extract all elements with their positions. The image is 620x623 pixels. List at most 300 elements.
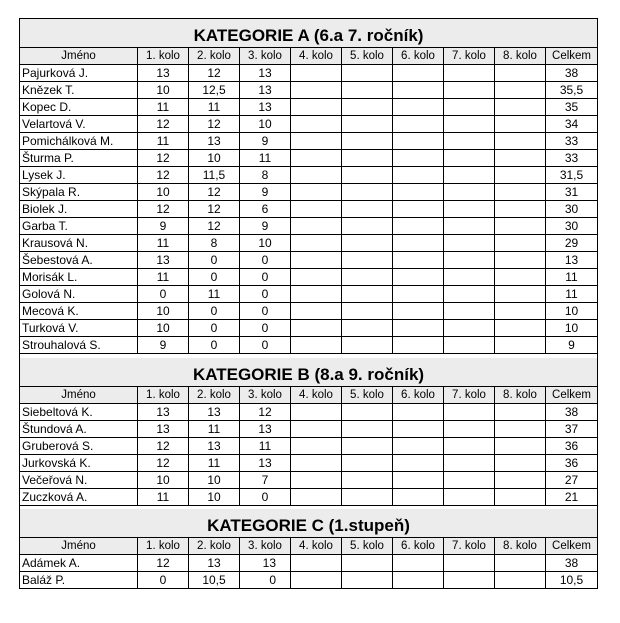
round-7-score: [444, 420, 495, 437]
table-row: [20, 65, 598, 82]
round-6-score: [393, 437, 444, 454]
round-1-score: 0: [138, 572, 189, 589]
round-7-score: [444, 150, 495, 167]
round-3-score: 9: [240, 184, 291, 201]
round-3-score: 0: [240, 488, 291, 505]
round-4-score: [291, 252, 342, 269]
round-3-score: 10: [240, 235, 291, 252]
round-3-score: 12: [240, 403, 291, 420]
round-6-score: [393, 82, 444, 99]
total-score: 35,5: [546, 82, 598, 99]
round-1-score: 10: [138, 471, 189, 488]
round-2-score: 12,5: [189, 82, 240, 99]
round-5-score: [342, 572, 393, 589]
round-7-score: [444, 235, 495, 252]
column-header: Jméno: [20, 386, 138, 403]
round-1-score: 12: [138, 437, 189, 454]
round-8-score: [495, 420, 546, 437]
table-row: [20, 420, 598, 437]
round-5-score: [342, 99, 393, 116]
student-name: Šturma P.: [20, 150, 138, 167]
student-name: Krausová N.: [20, 235, 138, 252]
round-7-score: [444, 218, 495, 235]
table-row: [20, 286, 598, 303]
column-header: 1. kolo: [138, 386, 189, 403]
total-score: 9: [546, 337, 598, 354]
round-8-score: [495, 403, 546, 420]
round-6-score: [393, 116, 444, 133]
round-6-score: [393, 65, 444, 82]
total-score: 10: [546, 320, 598, 337]
round-2-score: 10: [189, 150, 240, 167]
round-2-score: 0: [189, 269, 240, 286]
round-8-score: [495, 320, 546, 337]
round-4-score: [291, 437, 342, 454]
round-1-score: 11: [138, 488, 189, 505]
table-row: [20, 252, 598, 269]
round-4-score: [291, 337, 342, 354]
total-score: 11: [546, 286, 598, 303]
round-3-score: 13: [240, 555, 291, 572]
round-7-score: [444, 252, 495, 269]
round-3-score: 13: [240, 65, 291, 82]
round-1-score: 9: [138, 337, 189, 354]
category-title-row: [20, 19, 598, 48]
student-name: Šebestová A.: [20, 252, 138, 269]
student-name: Morisák L.: [20, 269, 138, 286]
column-header: 4. kolo: [291, 48, 342, 65]
round-7-score: [444, 65, 495, 82]
round-2-score: 10,5: [189, 572, 240, 589]
column-header: 3. kolo: [240, 538, 291, 555]
round-2-score: 0: [189, 303, 240, 320]
round-6-score: [393, 420, 444, 437]
round-1-score: 12: [138, 150, 189, 167]
round-7-score: [444, 269, 495, 286]
column-header: Jméno: [20, 48, 138, 65]
total-score: 34: [546, 116, 598, 133]
round-6-score: [393, 471, 444, 488]
round-5-score: [342, 133, 393, 150]
round-4-score: [291, 99, 342, 116]
round-3-score: 11: [240, 150, 291, 167]
round-6-score: [393, 150, 444, 167]
round-1-score: 13: [138, 252, 189, 269]
student-name: Večeřová N.: [20, 471, 138, 488]
total-score: 27: [546, 471, 598, 488]
table-row: [20, 303, 598, 320]
round-5-score: [342, 320, 393, 337]
round-6-score: [393, 201, 444, 218]
column-header: 4. kolo: [291, 538, 342, 555]
student-name: Lysek J.: [20, 167, 138, 184]
round-7-score: [444, 133, 495, 150]
round-8-score: [495, 555, 546, 572]
table-row: [20, 99, 598, 116]
table-row: [20, 150, 598, 167]
round-4-score: [291, 403, 342, 420]
round-7-score: [444, 286, 495, 303]
round-2-score: 11: [189, 454, 240, 471]
round-4-score: [291, 488, 342, 505]
round-7-score: [444, 320, 495, 337]
round-3-score: 0: [240, 269, 291, 286]
round-6-score: [393, 454, 444, 471]
round-8-score: [495, 116, 546, 133]
column-header: 7. kolo: [444, 538, 495, 555]
student-name: Biolek J.: [20, 201, 138, 218]
round-1-score: 13: [138, 420, 189, 437]
column-header: 1. kolo: [138, 538, 189, 555]
round-3-score: 0: [240, 303, 291, 320]
round-3-score: 13: [240, 454, 291, 471]
column-header: 8. kolo: [495, 538, 546, 555]
round-3-score: 7: [240, 471, 291, 488]
total-score: 30: [546, 201, 598, 218]
total-score: 21: [546, 488, 598, 505]
table-row: [20, 133, 598, 150]
round-8-score: [495, 269, 546, 286]
round-6-score: [393, 252, 444, 269]
student-name: Garba T.: [20, 218, 138, 235]
round-2-score: 11: [189, 286, 240, 303]
round-6-score: [393, 572, 444, 589]
round-7-score: [444, 454, 495, 471]
round-5-score: [342, 555, 393, 572]
table-row: [20, 116, 598, 133]
table-row: [20, 437, 598, 454]
round-6-score: [393, 320, 444, 337]
column-header: 3. kolo: [240, 48, 291, 65]
column-header: 7. kolo: [444, 386, 495, 403]
round-1-score: 12: [138, 167, 189, 184]
total-score: 37: [546, 420, 598, 437]
round-7-score: [444, 116, 495, 133]
round-6-score: [393, 167, 444, 184]
header-row: [20, 386, 598, 403]
round-2-score: 10: [189, 471, 240, 488]
total-score: 31,5: [546, 167, 598, 184]
round-8-score: [495, 184, 546, 201]
round-8-score: [495, 454, 546, 471]
total-score: 33: [546, 150, 598, 167]
round-4-score: [291, 184, 342, 201]
column-header: 3. kolo: [240, 386, 291, 403]
round-4-score: [291, 201, 342, 218]
round-7-score: [444, 555, 495, 572]
round-3-score: 8: [240, 167, 291, 184]
total-score: 33: [546, 133, 598, 150]
round-2-score: 12: [189, 116, 240, 133]
round-4-score: [291, 150, 342, 167]
round-5-score: [342, 116, 393, 133]
round-6-score: [393, 269, 444, 286]
round-1-score: 12: [138, 555, 189, 572]
student-name: Strouhalová S.: [20, 337, 138, 354]
student-name: Siebeltová K.: [20, 403, 138, 420]
student-name: Turková V.: [20, 320, 138, 337]
header-row: [20, 48, 598, 65]
round-8-score: [495, 150, 546, 167]
round-5-score: [342, 488, 393, 505]
student-name: Golová N.: [20, 286, 138, 303]
round-5-score: [342, 437, 393, 454]
round-3-score: 0: [240, 320, 291, 337]
column-header: 6. kolo: [393, 538, 444, 555]
round-6-score: [393, 235, 444, 252]
results-table: [19, 18, 598, 589]
round-4-score: [291, 167, 342, 184]
round-3-score: 9: [240, 133, 291, 150]
round-7-score: [444, 572, 495, 589]
round-3-score: 0: [240, 337, 291, 354]
round-2-score: 13: [189, 403, 240, 420]
round-3-score: 13: [240, 99, 291, 116]
round-7-score: [444, 471, 495, 488]
student-name: Adámek A.: [20, 555, 138, 572]
round-3-score: 9: [240, 218, 291, 235]
round-8-score: [495, 303, 546, 320]
round-5-score: [342, 218, 393, 235]
round-3-score: 10: [240, 116, 291, 133]
student-name: Pomichálková M.: [20, 133, 138, 150]
round-3-score: 11: [240, 437, 291, 454]
round-1-score: 11: [138, 133, 189, 150]
round-2-score: 12: [189, 201, 240, 218]
category-title-row: [20, 358, 598, 387]
table-row: [20, 320, 598, 337]
round-8-score: [495, 337, 546, 354]
round-7-score: [444, 184, 495, 201]
round-2-score: 11: [189, 420, 240, 437]
round-7-score: [444, 337, 495, 354]
round-8-score: [495, 82, 546, 99]
student-name: Jurkovská K.: [20, 454, 138, 471]
column-header: 2. kolo: [189, 386, 240, 403]
round-7-score: [444, 167, 495, 184]
round-1-score: 12: [138, 116, 189, 133]
round-5-score: [342, 65, 393, 82]
student-name: Velartová V.: [20, 116, 138, 133]
round-2-score: 0: [189, 252, 240, 269]
round-8-score: [495, 201, 546, 218]
round-4-score: [291, 65, 342, 82]
round-5-score: [342, 235, 393, 252]
round-1-score: 11: [138, 99, 189, 116]
column-header: 7. kolo: [444, 48, 495, 65]
round-2-score: 12: [189, 218, 240, 235]
round-1-score: 10: [138, 82, 189, 99]
total-score: 36: [546, 437, 598, 454]
round-8-score: [495, 471, 546, 488]
total-score: 10: [546, 303, 598, 320]
round-8-score: [495, 218, 546, 235]
round-5-score: [342, 420, 393, 437]
round-5-score: [342, 167, 393, 184]
table-row: [20, 572, 598, 589]
round-2-score: 8: [189, 235, 240, 252]
total-score: 29: [546, 235, 598, 252]
round-5-score: [342, 184, 393, 201]
round-8-score: [495, 252, 546, 269]
table-row: [20, 201, 598, 218]
student-name: Mecová K.: [20, 303, 138, 320]
column-header: 4. kolo: [291, 386, 342, 403]
table-row: [20, 454, 598, 471]
round-8-score: [495, 572, 546, 589]
total-score: 10,5: [546, 572, 598, 589]
round-4-score: [291, 454, 342, 471]
round-4-score: [291, 572, 342, 589]
category-title: KATEGORIE B (8.a 9. ročník): [20, 358, 598, 387]
student-name: Skýpala R.: [20, 184, 138, 201]
round-3-score: 13: [240, 420, 291, 437]
round-2-score: 0: [189, 320, 240, 337]
column-header: 6. kolo: [393, 386, 444, 403]
student-name: Baláž P.: [20, 572, 138, 589]
total-score: 35: [546, 99, 598, 116]
column-header: 1. kolo: [138, 48, 189, 65]
table-row: [20, 403, 598, 420]
column-header: 5. kolo: [342, 386, 393, 403]
round-6-score: [393, 555, 444, 572]
round-7-score: [444, 201, 495, 218]
round-7-score: [444, 437, 495, 454]
round-5-score: [342, 252, 393, 269]
total-score: 38: [546, 555, 598, 572]
round-3-score: 13: [240, 82, 291, 99]
round-6-score: [393, 403, 444, 420]
category-title: KATEGORIE C (1.stupeň): [20, 509, 598, 538]
round-2-score: 11,5: [189, 167, 240, 184]
round-7-score: [444, 99, 495, 116]
round-4-score: [291, 269, 342, 286]
student-name: Zuczková A.: [20, 488, 138, 505]
round-2-score: 11: [189, 99, 240, 116]
round-1-score: 13: [138, 403, 189, 420]
round-4-score: [291, 420, 342, 437]
round-4-score: [291, 218, 342, 235]
column-header: 5. kolo: [342, 538, 393, 555]
round-7-score: [444, 488, 495, 505]
round-7-score: [444, 403, 495, 420]
round-1-score: 10: [138, 320, 189, 337]
round-5-score: [342, 471, 393, 488]
round-4-score: [291, 303, 342, 320]
total-score: 30: [546, 218, 598, 235]
round-5-score: [342, 303, 393, 320]
round-5-score: [342, 150, 393, 167]
round-5-score: [342, 403, 393, 420]
table-row: [20, 269, 598, 286]
round-2-score: 12: [189, 184, 240, 201]
round-8-score: [495, 99, 546, 116]
round-5-score: [342, 286, 393, 303]
round-2-score: 13: [189, 133, 240, 150]
table-row: [20, 218, 598, 235]
round-2-score: 12: [189, 65, 240, 82]
column-header: 5. kolo: [342, 48, 393, 65]
column-header: 2. kolo: [189, 48, 240, 65]
round-5-score: [342, 337, 393, 354]
round-2-score: 13: [189, 555, 240, 572]
round-1-score: 10: [138, 184, 189, 201]
column-header: Celkem: [546, 48, 598, 65]
round-8-score: [495, 167, 546, 184]
column-header: Jméno: [20, 538, 138, 555]
student-name: Štundová A.: [20, 420, 138, 437]
round-4-score: [291, 320, 342, 337]
round-8-score: [495, 133, 546, 150]
round-2-score: 13: [189, 437, 240, 454]
round-4-score: [291, 82, 342, 99]
round-5-score: [342, 269, 393, 286]
table-row: [20, 488, 598, 505]
student-name: Kopec D.: [20, 99, 138, 116]
column-header: Celkem: [546, 538, 598, 555]
round-3-score: 0: [240, 252, 291, 269]
round-5-score: [342, 82, 393, 99]
table-row: [20, 82, 598, 99]
round-1-score: 13: [138, 65, 189, 82]
total-score: 36: [546, 454, 598, 471]
round-7-score: [444, 303, 495, 320]
round-6-score: [393, 99, 444, 116]
round-6-score: [393, 303, 444, 320]
round-5-score: [342, 454, 393, 471]
round-8-score: [495, 235, 546, 252]
student-name: Pajurková J.: [20, 65, 138, 82]
round-4-score: [291, 286, 342, 303]
table-row: [20, 337, 598, 354]
round-4-score: [291, 471, 342, 488]
round-1-score: 11: [138, 269, 189, 286]
total-score: 11: [546, 269, 598, 286]
table-row: [20, 471, 598, 488]
table-row: [20, 167, 598, 184]
results-sheet: [19, 18, 597, 589]
round-6-score: [393, 133, 444, 150]
round-1-score: 0: [138, 286, 189, 303]
category-title-row: [20, 509, 598, 538]
column-header: 2. kolo: [189, 538, 240, 555]
student-name: Gruberová S.: [20, 437, 138, 454]
round-2-score: 0: [189, 337, 240, 354]
total-score: 38: [546, 65, 598, 82]
round-3-score: 0: [240, 286, 291, 303]
student-name: Knězek T.: [20, 82, 138, 99]
round-8-score: [495, 437, 546, 454]
round-8-score: [495, 286, 546, 303]
header-row: [20, 538, 598, 555]
total-score: 31: [546, 184, 598, 201]
round-7-score: [444, 82, 495, 99]
round-4-score: [291, 133, 342, 150]
round-1-score: 10: [138, 303, 189, 320]
round-4-score: [291, 116, 342, 133]
column-header: 8. kolo: [495, 386, 546, 403]
round-1-score: 12: [138, 201, 189, 218]
round-6-score: [393, 286, 444, 303]
round-8-score: [495, 65, 546, 82]
round-3-score: 0: [240, 572, 291, 589]
round-4-score: [291, 555, 342, 572]
round-6-score: [393, 488, 444, 505]
total-score: 38: [546, 403, 598, 420]
round-1-score: 9: [138, 218, 189, 235]
table-row: [20, 184, 598, 201]
column-header: Celkem: [546, 386, 598, 403]
